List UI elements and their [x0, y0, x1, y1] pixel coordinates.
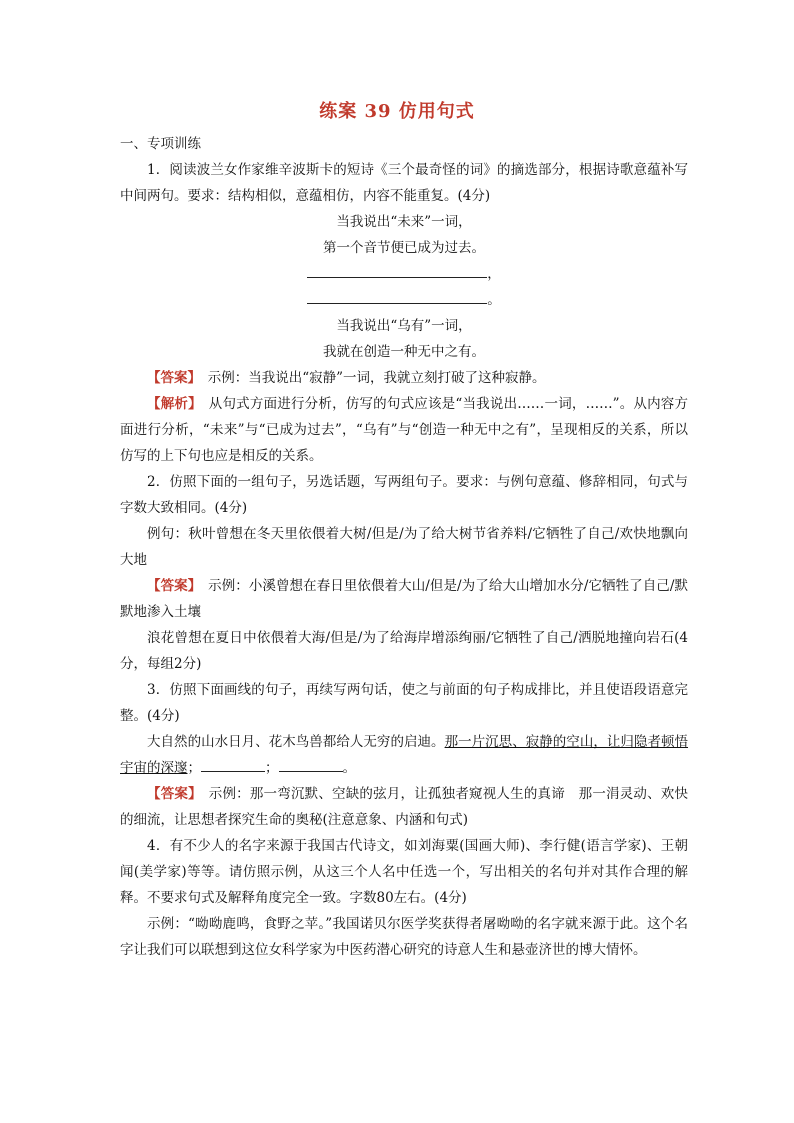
poem-blank-1[interactable]	[120, 261, 688, 287]
answer-text: 示例：那一弯沉默、空缺的弦月，让孤独者窥视人生的真谛 那一涓灵动、欢快的细流，让思想者探究生命的奥秘(注意意象、内涵和句式)	[120, 786, 689, 828]
answer-blank-line[interactable]	[307, 289, 487, 304]
question-1-answer	[120, 365, 688, 391]
separator: ；	[187, 760, 201, 776]
poem-blank-2[interactable]	[120, 287, 688, 313]
question-4-example: 示例：“呦呦鹿鸣，食野之苹。”我国诺贝尔医学奖获得者屠呦呦的名字就来源于此。这个名字让我们可以联想到这位女科学家为中医药潜心研究的诗意人生和悬壶济世的博大情怀。	[120, 916, 688, 958]
answer-blank-line[interactable]	[307, 263, 487, 278]
answer-blank-short[interactable]	[279, 757, 343, 772]
poem-line-4: 我就在创造一种无中之有。	[323, 344, 485, 360]
poem-line-3: 当我说出“乌有”一词，	[336, 318, 472, 334]
underlined-sentence: 那一片沉思、寂静的空山，让归隐者顿悟宇宙的深邃	[120, 734, 689, 776]
poem-line-2: 第一个音节便已成为过去。	[323, 240, 485, 256]
question-3-stem: 3．仿照下面画线的句子，再续写两句话，使之与前面的句子构成排比，并且使语段语意完整。(4分)	[120, 682, 688, 724]
question-2-answer-2: 浪花曾想在夏日中依偎着大海/但是/为了给海岸增添绚丽/它牺牲了自己/洒脱地撞向岩石(4分，每组2分)	[120, 630, 688, 672]
blank-punctuation: ，	[487, 266, 501, 282]
answer-blank-short[interactable]	[201, 757, 265, 772]
question-4-stem: 4．有不少人的名字来源于我国古代诗文，如刘海粟(国画大师)、李行健(语言学家)、王朝闻(美学家)等等。请仿照示例，从这三个人名中任选一个，写出相关的名句并对其作合理的解释。不要求句式及解释角度完全一致。字数80左右。(4分)	[120, 838, 688, 906]
question-3-passage	[120, 729, 688, 781]
question-2-example: 例句：秋叶曾想在冬天里依偎着大树/但是/为了给大树节省养料/它牺牲了自己/欢快地飘向大地	[120, 526, 688, 568]
answer-tag: 【答案】	[147, 370, 195, 386]
document-body	[120, 131, 688, 963]
analysis-text: 从句式方面进行分析，仿写的句式应该是“当我说出……一词，……”。从内容方面进行分析，“未来”与“已成为过去”，“乌有”与“创造一种无中之有”，呈现相反的关系，所以仿写的上下句也应是相反的关系。	[120, 396, 689, 464]
passage-text: 大自然的山水日月、花木鸟兽都给人无穷的启迪。	[147, 734, 445, 750]
question-2-answer	[120, 573, 688, 625]
question-3-answer	[120, 781, 688, 833]
separator: ；	[265, 760, 279, 776]
answer-text: 示例：小溪曾想在春日里依偎着大山/但是/为了给大山增加水分/它牺牲了自己/默默地渗入土壤	[120, 578, 689, 620]
analysis-tag: 【解析】	[147, 396, 196, 412]
section-heading: 一、专项训练	[120, 136, 201, 152]
blank-punctuation: 。	[487, 292, 501, 308]
question-2-stem: 2．仿照下面的一组句子，另选话题，写两组句子。要求：与例句意蕴、修辞相同，句式与字数大致相同。(4分)	[120, 474, 688, 516]
poem-line-1: 当我说出“未来”一词，	[336, 214, 472, 230]
answer-tag: 【答案】	[147, 578, 195, 594]
page-title: 练案 39 仿用句式	[319, 101, 475, 122]
answer-tag: 【答案】	[147, 786, 196, 802]
answer-text: 示例：当我说出“寂静”一词，我就立刻打破了这种寂静。	[207, 370, 546, 386]
question-1-analysis	[120, 391, 688, 469]
question-1-stem: 1．阅读波兰女作家维辛波斯卡的短诗《三个最奇怪的词》的摘选部分，根据诗歌意蕴补写中间两句。要求：结构相似，意蕴相仿，内容不能重复。(4分)	[120, 162, 688, 204]
end-punctuation: 。	[342, 760, 356, 776]
